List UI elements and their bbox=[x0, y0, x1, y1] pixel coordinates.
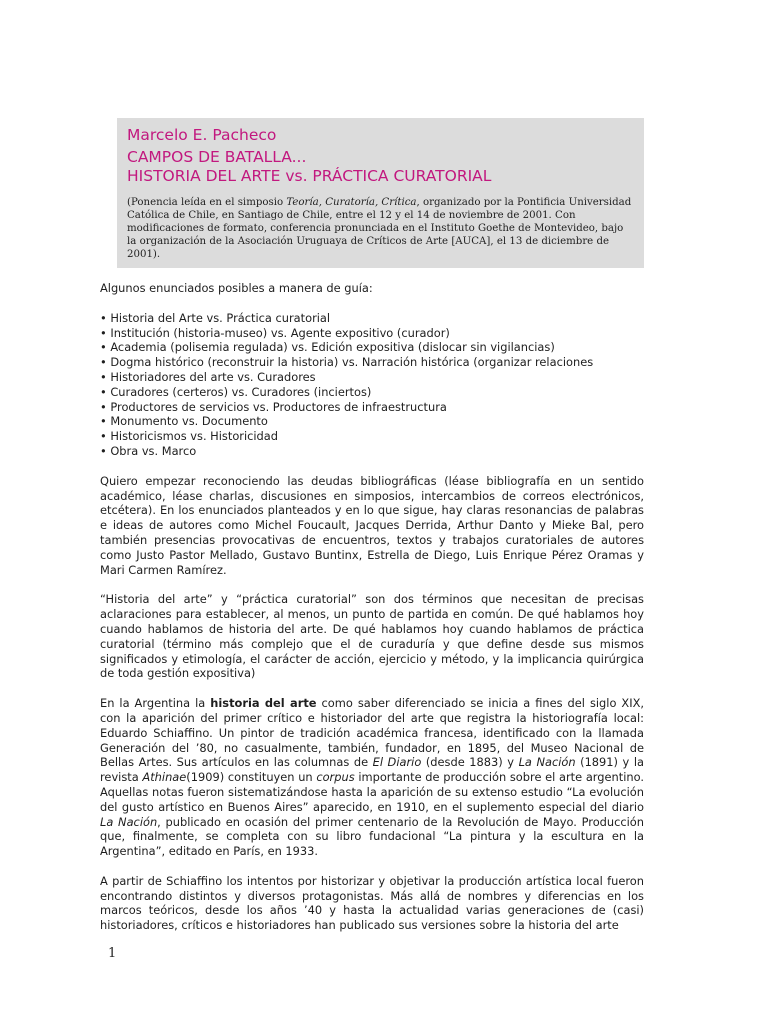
list-item: • Historia del Arte vs. Práctica curatorial bbox=[100, 310, 331, 325]
paragraph-bibliography: Quiero empezar reconociendo las deudas bibliográficas (léase bibliografía en un sentido académico, léase charlas, discusiones en simposios, intercambios de correos electrónicos, etcétera). En los enunciados planteados y en lo que sigue, hay claras resonancias de palabras e ideas de autores como Michel Foucault, Jacques Derrida, Arthur Danto y Mieke Bal, pero también presencias provocativas de encuentros, textos y trabajos curatoriales de autores como Justo Pastor Mellado, Gustavo Buntinx, Estrella de Diego, Luis Enrique Pérez Oramas y Mari Carmen Ramírez. bbox=[100, 473, 644, 577]
paragraph-argentina: En la Argentina la historia del arte como saber diferenciado se inicia a fines del siglo XIX, con la aparición del primer crítico e historiador del arte que registra la historiografía local: Eduardo Schiaffino. Un pintor de tradición académica francesa, identificado con la llamada Generación del ’80, no casualmente, también, fundador, en 1895, del Museo Nacional de Bellas Artes. Sus artículos en las columnas de El Diario (desde 1883) y La Nación (1891) y la revista Athinae(1909) constituyen un corpus importante de producción sobre el arte argentino. Aquellas notas fueron sistematizándose hasta la aparición de su extenso estudio “La evolución del gusto artístico en Buenos Aires” aparecido, en 1910, en el suplemento especial del diario La Nación, publicado en ocasión del primer centenario de la Revolución de Mayo. Producción que, finalmente, se completa con su libro fundacional “La pintura y la escultura en la Argentina”, editado en París, en 1933. bbox=[100, 696, 645, 859]
paragraph-schiaffino: A partir de Schiaffino los intentos por historizar y objetivar la producción artística local fueron encontrando distintos y diversos protagonistas. Más allá de nombres y diferencias en los marcos teóricos, desde los años ’40 y hasta la actualidad varias generaciones de (casi) historiadores, críticos e historiadores han publicado sus versiones sobre la historia del arte bbox=[100, 873, 644, 933]
list-item: • Monumento vs. Documento bbox=[100, 414, 268, 429]
list-item: • Institución (historia-museo) vs. Agente expositivo (curador) bbox=[100, 325, 450, 340]
document-subtitle: HISTORIA DEL ARTE vs. PRÁCTICA CURATORIAL bbox=[127, 167, 492, 185]
paragraph-definitions: “Historia del arte” y “práctica curatorial” son dos términos que necesitan de precisas aclaraciones para establecer, al menos, un punto de partida en común. De qué hablamos hoy cuando hablamos de historia del arte. De qué hablamos hoy cuando hablamos de práctica curatorial (término más complejo que el de curaduría y que define desde sus mismos significados y etimología, el carácter de acción, ejercicio y método, y la implicancia quirúrgica de toda gestión expositiva) bbox=[100, 592, 644, 681]
document-body bbox=[100, 281, 644, 948]
intro-line: Algunos enunciados posibles a manera de guía: bbox=[100, 281, 373, 295]
list-item: • Curadores (certeros) vs. Curadores (inciertos) bbox=[100, 384, 372, 399]
guide-list bbox=[100, 311, 644, 459]
list-item: • Historicismos vs. Historicidad bbox=[100, 429, 279, 444]
author-name: Marcelo E. Pacheco bbox=[127, 126, 277, 144]
list-item: • Academia (polisemia regulada) vs. Edición expositiva (dislocar sin vigilancias) bbox=[100, 340, 555, 355]
list-item: • Dogma histórico (reconstruir la historia) vs. Narración histórica (organizar relaciones bbox=[100, 355, 594, 370]
document-header bbox=[117, 118, 644, 268]
page-number: 1 bbox=[108, 946, 117, 961]
list-item: • Obra vs. Marco bbox=[100, 443, 197, 458]
document-title: CAMPOS DE BATALLA... bbox=[127, 148, 307, 166]
presentation-note: (Ponencia leída en el simposio Teoría, Curatoría, Crítica, organizado por la Pontificia Universidad Católica de Chile, en Santiago de Chile, entre el 12 y el 14 de noviembre de 2001. Con modificaciones de formato, conferencia pronunciada en el Instituto Goethe de Montevideo, bajo la organización de la Asociación Uruguaya de Críticos de Arte [AUCA], el 13 de diciembre de 2001). bbox=[127, 197, 632, 260]
list-item: • Historiadores del arte vs. Curadores bbox=[100, 369, 316, 384]
list-item: • Productores de servicios vs. Productores de infraestructura bbox=[100, 399, 447, 414]
